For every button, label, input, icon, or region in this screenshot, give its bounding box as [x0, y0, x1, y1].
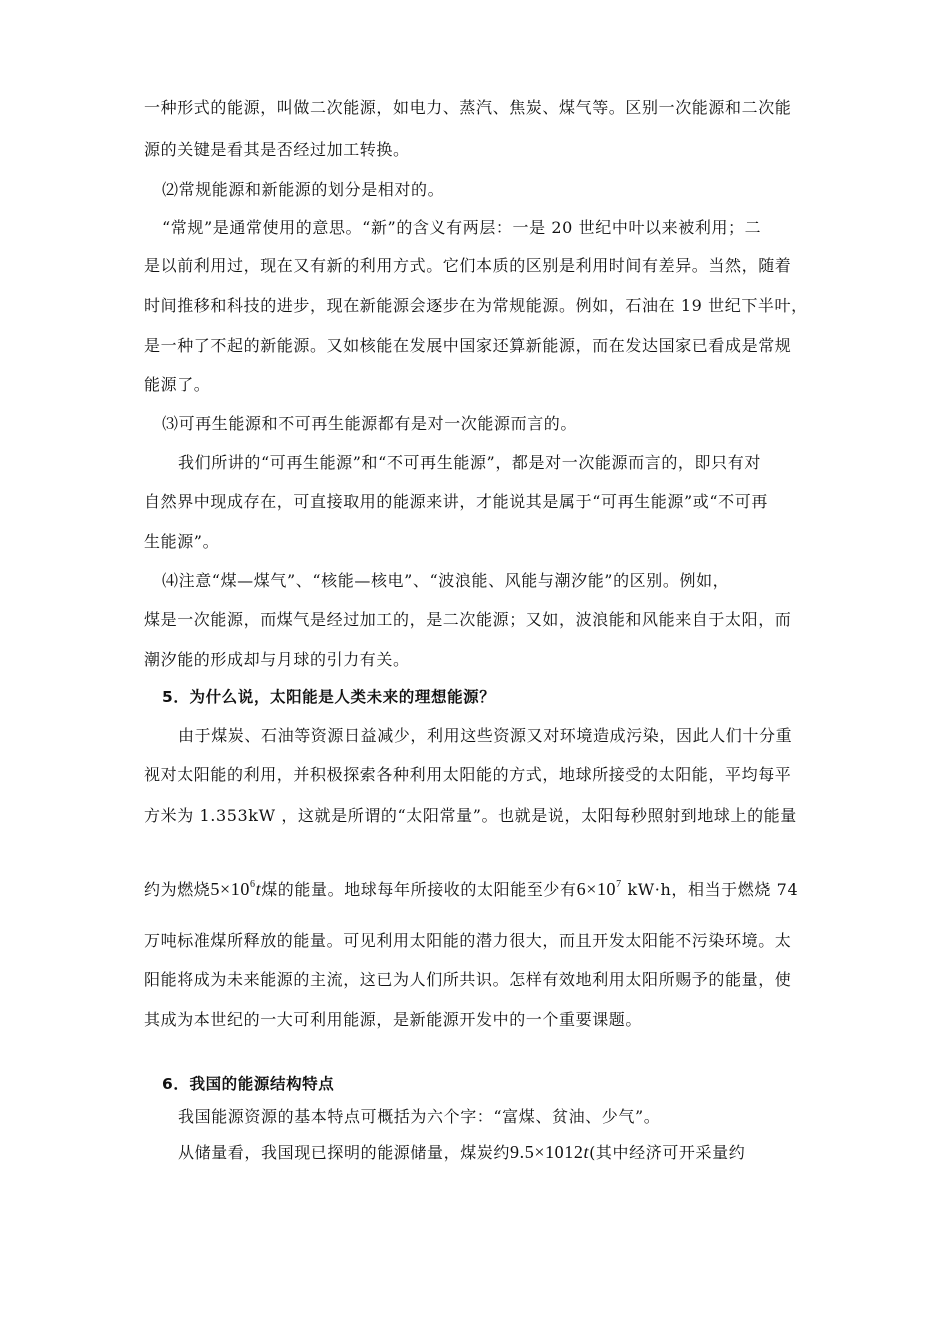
- paragraph-line: 万吨标准煤所释放的能量。可见利用太阳能的潜力很大，而且开发太阳能不污染环境。太: [144, 931, 792, 950]
- text-run: 煤的能量。地球每年所接收的太阳能至少有: [261, 880, 577, 899]
- paragraph-line: 煤是一次能源，而煤气是经过加工的，是二次能源；又如，波浪能和风能来自于太阳，而: [144, 610, 792, 629]
- text-run: kW·h，相当于燃烧 74: [627, 880, 799, 899]
- paragraph-line: 一种形式的能源，叫做二次能源，如电力、蒸汽、焦炭、煤气等。区别一次能源和二次能: [144, 98, 792, 117]
- paragraph-line: 是一种了不起的新能源。又如核能在发展中国家还算新能源，而在发达国家已看成是常规: [144, 336, 792, 355]
- math-expression: 9.5×1012t: [510, 1142, 590, 1162]
- math-expression: $6\times 10^7$: [576, 879, 622, 899]
- paragraph-line-with-math: [178, 1142, 842, 1163]
- paragraph-line: 源的关键是看其是否经过加工转换。: [144, 140, 410, 159]
- paragraph-line: 潮汐能的形成却与月球的引力有关。: [144, 650, 410, 669]
- section-heading-6: 6．我国的能源结构特点: [162, 1075, 335, 1093]
- paragraph-line: 我国能源资源的基本特点可概括为六个字：“富煤、贫油、少气”。: [178, 1107, 661, 1126]
- paragraph-line: “常规”是通常使用的意思。“新”的含义有两层：一是 20 世纪中叶以来被利用；二: [162, 218, 762, 237]
- list-item-heading: ⑵常规能源和新能源的划分是相对的。: [162, 180, 445, 199]
- paragraph-line: 时间推移和科技的进步，现在新能源会逐步在为常规能源。例如，石油在 19 世纪下半叶，: [144, 296, 808, 315]
- text-run: 约为燃烧: [144, 880, 211, 899]
- paragraph-line: 其成为本世纪的一大可利用能源，是新能源开发中的一个重要课题。: [144, 1010, 643, 1029]
- paragraph-line: 能源了。: [144, 375, 211, 394]
- list-item-heading: ⑷注意“煤—煤气”、“核能—核电”、“波浪能、风能与潮汐能”的区别。例如，: [162, 571, 730, 590]
- paragraph-line: 自然界中现成存在，可直接取用的能源来讲，才能说其是属于“可再生能源”或“不可再: [144, 492, 768, 511]
- text-run: (其中经济可开采量约: [589, 1143, 746, 1162]
- paragraph-line-with-math: [144, 879, 808, 900]
- paragraph-line: 是以前利用过，现在又有新的利用方式。它们本质的区别是利用时间有差异。当然，随着: [144, 256, 792, 275]
- paragraph-line: 阳能将成为未来能源的主流，这已为人们所共识。怎样有效地利用太阳所赐予的能量，使: [144, 970, 792, 989]
- math-expression: $5\times 10^6t$: [210, 879, 262, 899]
- section-heading-5: 5．为什么说，太阳能是人类未来的理想能源？: [162, 688, 496, 706]
- list-item-heading: ⑶可再生能源和不可再生能源都有是对一次能源而言的。: [162, 414, 578, 433]
- paragraph-line: 生能源”。: [144, 532, 220, 551]
- paragraph-line: 方米为 1.353kW ，这就是所谓的“太阳常量”。也就是说，太阳每秒照射到地球上的能量: [144, 806, 797, 825]
- paragraph-line: 由于煤炭、石油等资源日益减少，利用这些资源又对环境造成污染，因此人们十分重: [178, 726, 793, 745]
- paragraph-line: 我们所讲的“可再生能源”和“不可再生能源”，都是对一次能源而言的，即只有对: [178, 453, 761, 472]
- text-run: 从储量看，我国现已探明的能源储量，煤炭约: [178, 1143, 511, 1162]
- paragraph-line: 视对太阳能的利用，并积极探索各种利用太阳能的方式，地球所接受的太阳能，平均每平: [144, 765, 792, 784]
